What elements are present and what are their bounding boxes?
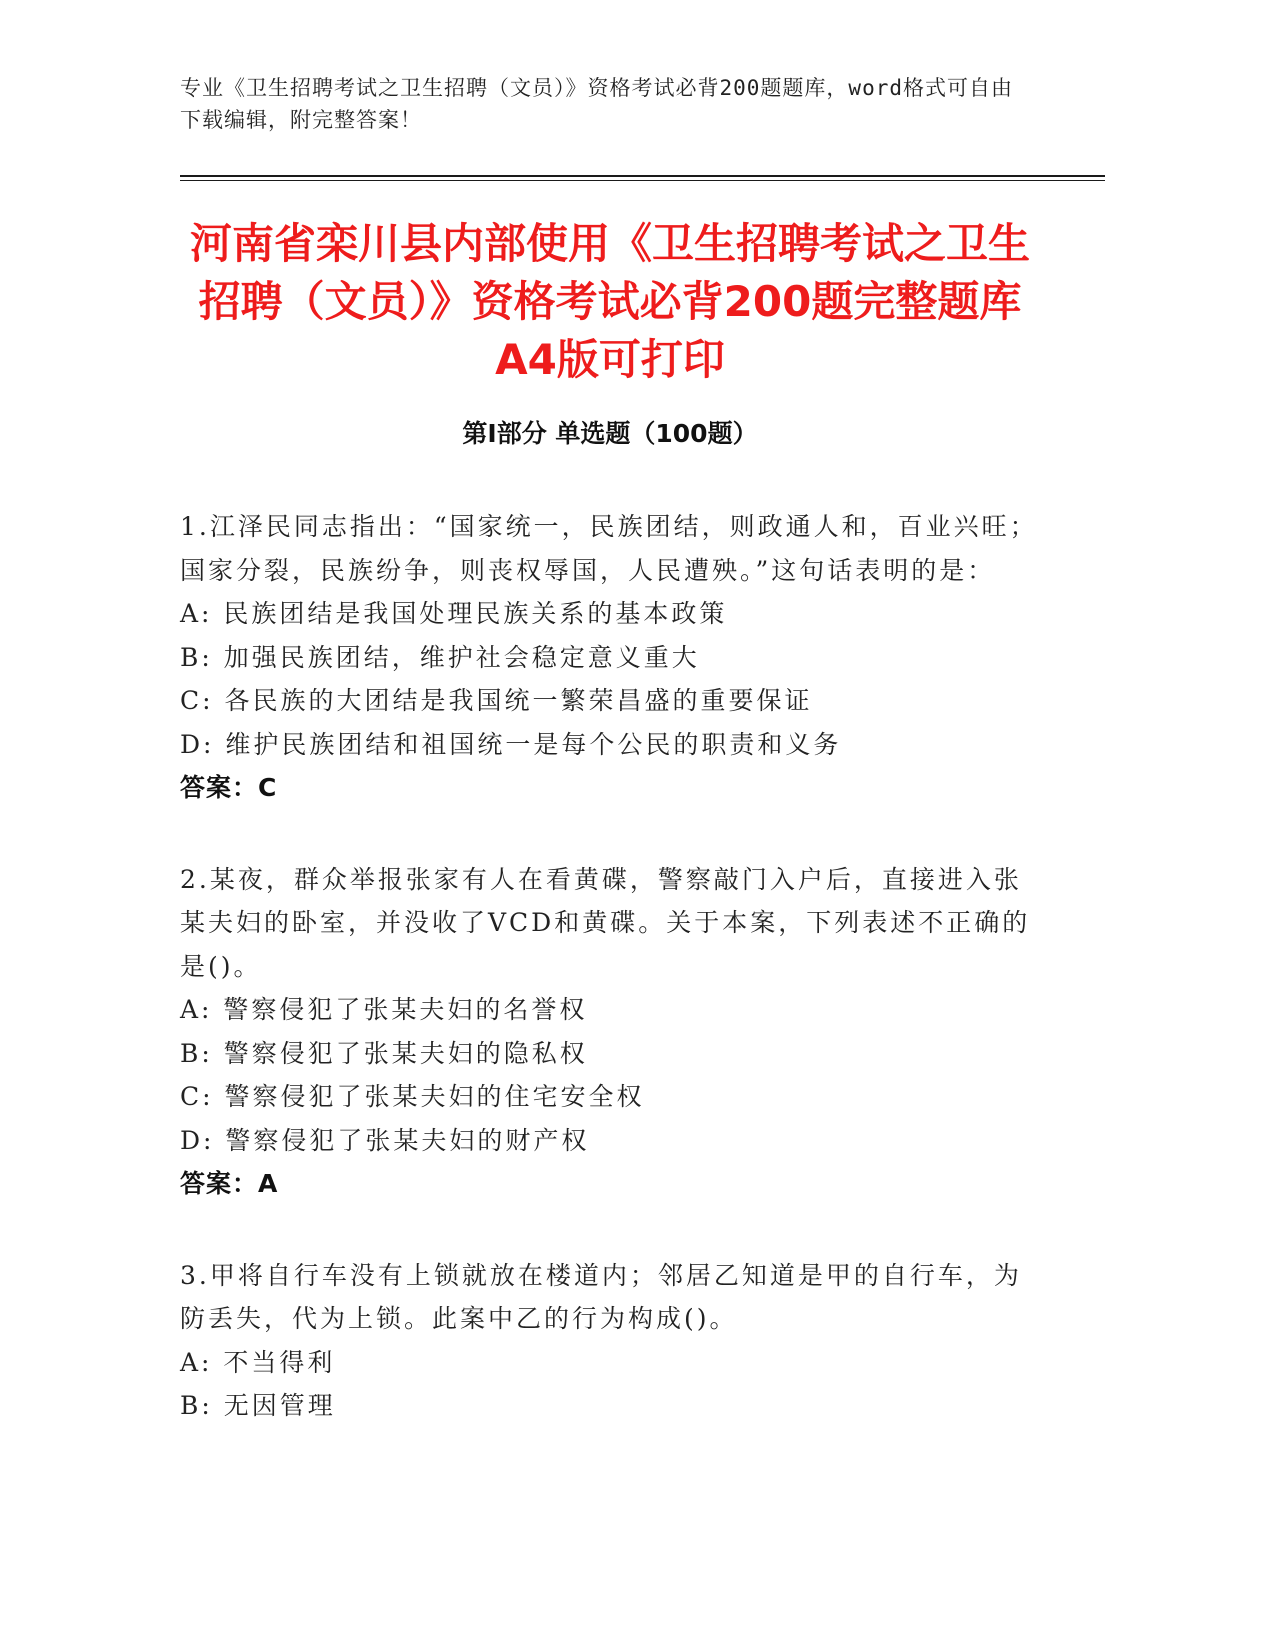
option-a: A: 警察侵犯了张某夫妇的名誉权 [180, 995, 588, 1024]
option-d: D: 维护民族团结和祖国统一是每个公民的职责和义务 [180, 729, 842, 759]
answer: 答案：C [180, 773, 278, 802]
option-c: C: 各民族的大团结是我国统一繁荣昌盛的重要保证 [180, 686, 813, 715]
option-b: B: 加强民族团结，维护社会稳定意义重大 [180, 642, 700, 672]
header-rule-thin [180, 180, 1105, 181]
header-rule-thick [180, 175, 1105, 177]
option-a: A: 民族团结是我国处理民族关系的基本政策 [180, 599, 728, 628]
document-title: 河南省栾川县内部使用《卫生招聘考试之卫生招聘（文员）》资格考试必背200题完整题库A4版可打印 [189, 219, 1030, 384]
question-stem: 3.甲将自行车没有上锁就放在楼道内；邻居乙知道是甲的自行车，为防丢失，代为上锁。此案中乙的行为构成()。 [180, 1260, 1022, 1333]
question-stem: 1.江泽民同志指出：“国家统一，民族团结，则政通人和，百业兴旺；国家分裂，民族纷争，则丧权辱国，人民遭殃。”这句话表明的是： [180, 512, 1038, 585]
question-1 [180, 505, 1040, 810]
question-3 [180, 1254, 1040, 1428]
option-b: B: 无因管理 [180, 1391, 336, 1420]
question-2 [180, 858, 1040, 1206]
question-stem: 2.某夜，群众举报张家有人在看黄碟，警察敲门入户后，直接进入张某夫妇的卧室，并没收了VCD和黄碟。关于本案，下列表述不正确的是()。 [180, 864, 1031, 981]
question-list [180, 505, 1040, 1476]
answer: 答案：A [180, 1169, 279, 1198]
option-d: D: 警察侵犯了张某夫妇的财产权 [180, 1125, 590, 1155]
option-a: A: 不当得利 [180, 1347, 336, 1377]
section-heading: 第I部分 单选题（100题） [462, 419, 758, 448]
header-note: 专业《卫生招聘考试之卫生招聘（文员）》资格考试必背200题题库，word格式可自由下载编辑，附完整答案！ [180, 76, 1013, 132]
option-c: C: 警察侵犯了张某夫妇的住宅安全权 [180, 1082, 645, 1111]
option-b: B: 警察侵犯了张某夫妇的隐私权 [180, 1038, 588, 1068]
